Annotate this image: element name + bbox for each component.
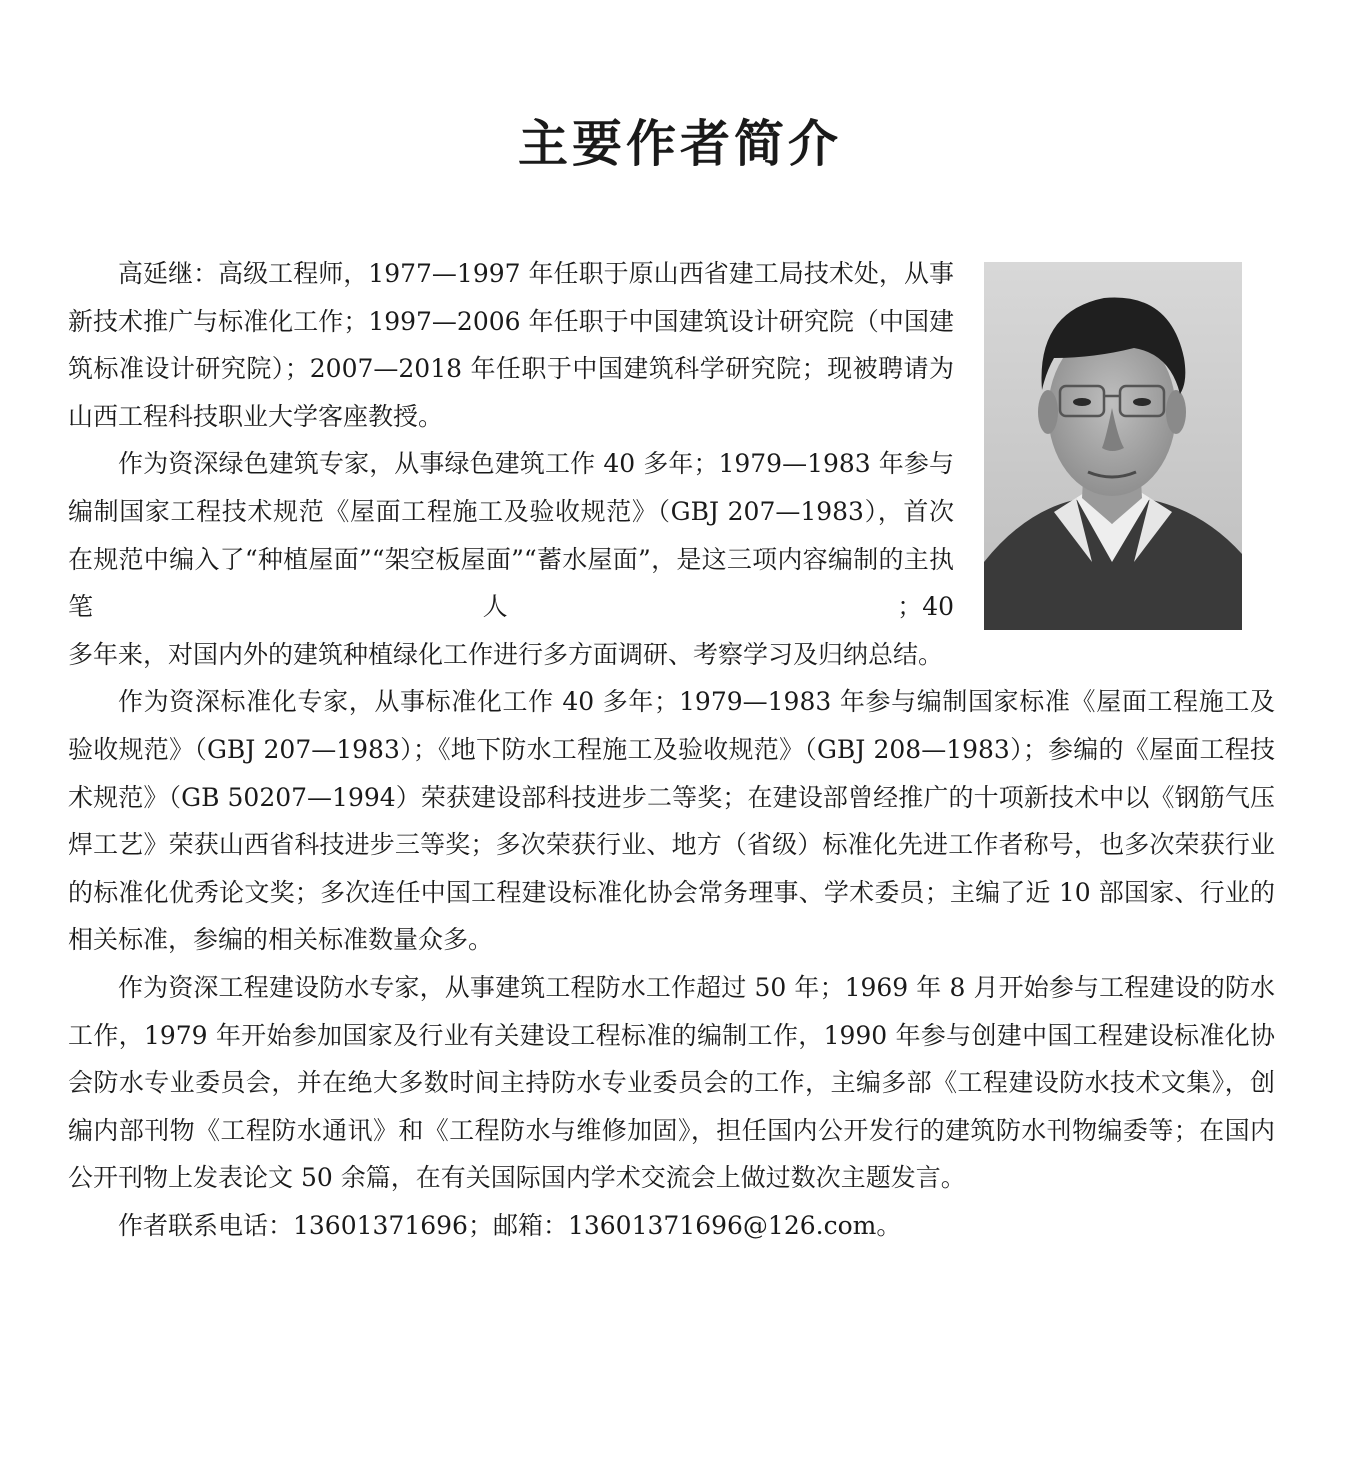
- bio-paragraph-green-building-continued: 多年来，对国内外的建筑种植绿化工作进行多方面调研、考察学习及归纳总结。: [68, 639, 944, 669]
- author-bio-text: [68, 250, 1275, 1249]
- bio-paragraph-green-building: 作为资深绿色建筑专家，从事绿色建筑工作 40 多年；1979—1983 年参与编制国家工程技术规范《屋面工程施工及验收规范》（GBJ 207—1983），首次在规范中编入了“种植屋面”“架空板屋面”“蓄水屋面”，是这三项内容编制的主执笔人；40: [68, 449, 954, 622]
- bio-paragraph-career: 高延继：高级工程师，1977—1997 年任职于原山西省建工局技术处，从事新技术推广与标准化工作；1997—2006 年任职于中国建筑设计研究院（中国建筑标准设计研究院）；2007—2018 年任职于中国建筑科学研究院；现被聘请为山西工程科技职业大学客座教授。: [68, 259, 954, 431]
- bio-paragraph-waterproofing: 作为资深工程建设防水专家，从事建筑工程防水工作超过 50 年；1969 年 8 月开始参与工程建设的防水工作，1979 年开始参加国家及行业有关建设工程标准的编制工作，1990 年参与创建中国工程建设标准化协会防水专业委员会，并在绝大多数时间主持防水专业委员会的工作，主编多部《工程建设防水技术文集》，创编内部刊物《工程防水通讯》和《工程防水与维修加固》，担任国内公开发行的建筑防水刊物编委等；在国内公开刊物上发表论文 50 余篇，在有关国际国内学术交流会上做过数次主题发言。: [68, 972, 1275, 1193]
- author-contact-info: 作者联系电话：13601371696；邮箱：13601371696@126.com。: [118, 1210, 902, 1240]
- page-title: 主要作者简介: [518, 114, 842, 173]
- bio-paragraph-standardization: 作为资深标准化专家，从事标准化工作 40 多年；1979—1983 年参与编制国家标准《屋面工程施工及验收规范》（GBJ 207—1983）；《地下防水工程施工及验收规范》（GBJ 208—1983）；参编的《屋面工程技术规范》（GB 50207—1994）荣获建设部科技进步二等奖；在建设部曾经推广的十项新技术中以《钢筋气压焊工艺》荣获山西省科技进步三等奖；多次荣获行业、地方（省级）标准化先进工作者称号，也多次荣获行业的标准化优秀论文奖；多次连任中国工程建设标准化协会常务理事、学术委员；主编了近 10 部国家、行业的相关标准，参编的相关标准数量众多。: [68, 687, 1275, 955]
